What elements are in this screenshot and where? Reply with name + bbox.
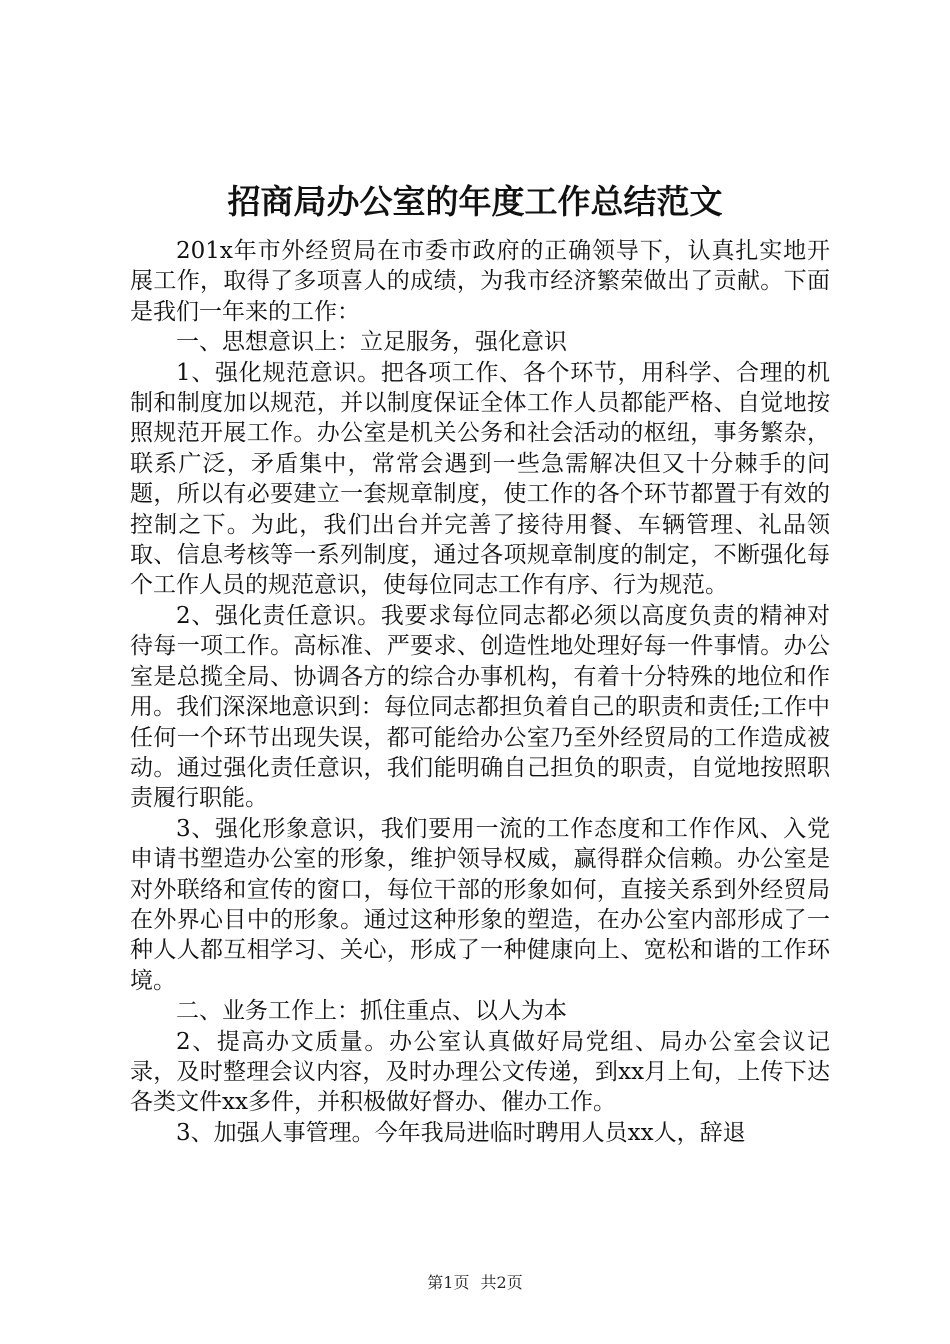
page-number: 第1页 [427, 1273, 470, 1292]
section-heading-2: 二、业务工作上：抓住重点、以人为本 [176, 998, 567, 1025]
document-body [130, 236, 830, 1148]
paragraph-2-3: 3、加强人事管理。今年我局进临时聘用人员xx人，辞退 [176, 1119, 746, 1146]
section-heading-1: 一、思想意识上：立足服务，强化意识 [176, 329, 567, 356]
document-title: 招商局办公室的年度工作总结范文 [227, 182, 723, 221]
paragraph-1-2: 2、强化责任意识。我要求每位同志都必须以高度负责的精神对待每一项工作。高标准、严要求、创造性地处理好每一件事情。办公室是总揽全局、协调各方的综合办事机构，有着十分特殊的地位和作用。我们深深地意识到：每位同志都担负着自己的职责和责任;工作中任何一个环节出现失误，都可能给办公室乃至外经贸局的工作造成被动。通过强化责任意识，我们能明确自己担负的职责，自觉地按照职责履行职能。 [130, 602, 830, 812]
paragraph-1-3: 3、强化形象意识，我们要用一流的工作态度和工作作风、入党申请书塑造办公室的形象，维护领导权威，赢得群众信赖。办公室是对外联络和宣传的窗口，每位干部的形象如何，直接关系到外经贸局在外界心目中的形象。通过这种形象的塑造，在办公室内部形成了一种人人都互相学习、关心，形成了一种健康向上、宽松和谐的工作环境。 [130, 815, 830, 994]
paragraph-2-2: 2、提高办文质量。办公室认真做好局党组、局办公室会议记录，及时整理会议内容，及时办理公文传递，到xx月上旬，上传下达各类文件xx多件，并积极做好督办、催办工作。 [130, 1028, 830, 1116]
paragraph-intro: 201x年市外经贸局在市委市政府的正确领导下，认真扎实地开展工作，取得了多项喜人的成绩，为我市经济繁荣做出了贡献。下面是我们一年来的工作： [130, 238, 830, 325]
paragraph-1-1: 1、强化规范意识。把各项工作、各个环节，用科学、合理的机制和制度加以规范，并以制度保证全体工作人员都能严格、自觉地按照规范开展工作。办公室是机关公务和社会活动的枢纽，事务繁杂，联系广泛，矛盾集中，常常会遇到一些急需解决但又十分棘手的问题，所以有必要建立一套规章制度，使工作的各个环节都置于有效的控制之下。为此，我们出台并完善了接待用餐、车辆管理、礼品领取、信息考核等一系列制度，通过各项规章制度的制定，不断强化每个工作人员的规范意识，使每位同志工作有序、行为规范。 [130, 359, 830, 599]
page-total: 共2页 [480, 1273, 523, 1292]
page-footer [0, 1272, 950, 1294]
